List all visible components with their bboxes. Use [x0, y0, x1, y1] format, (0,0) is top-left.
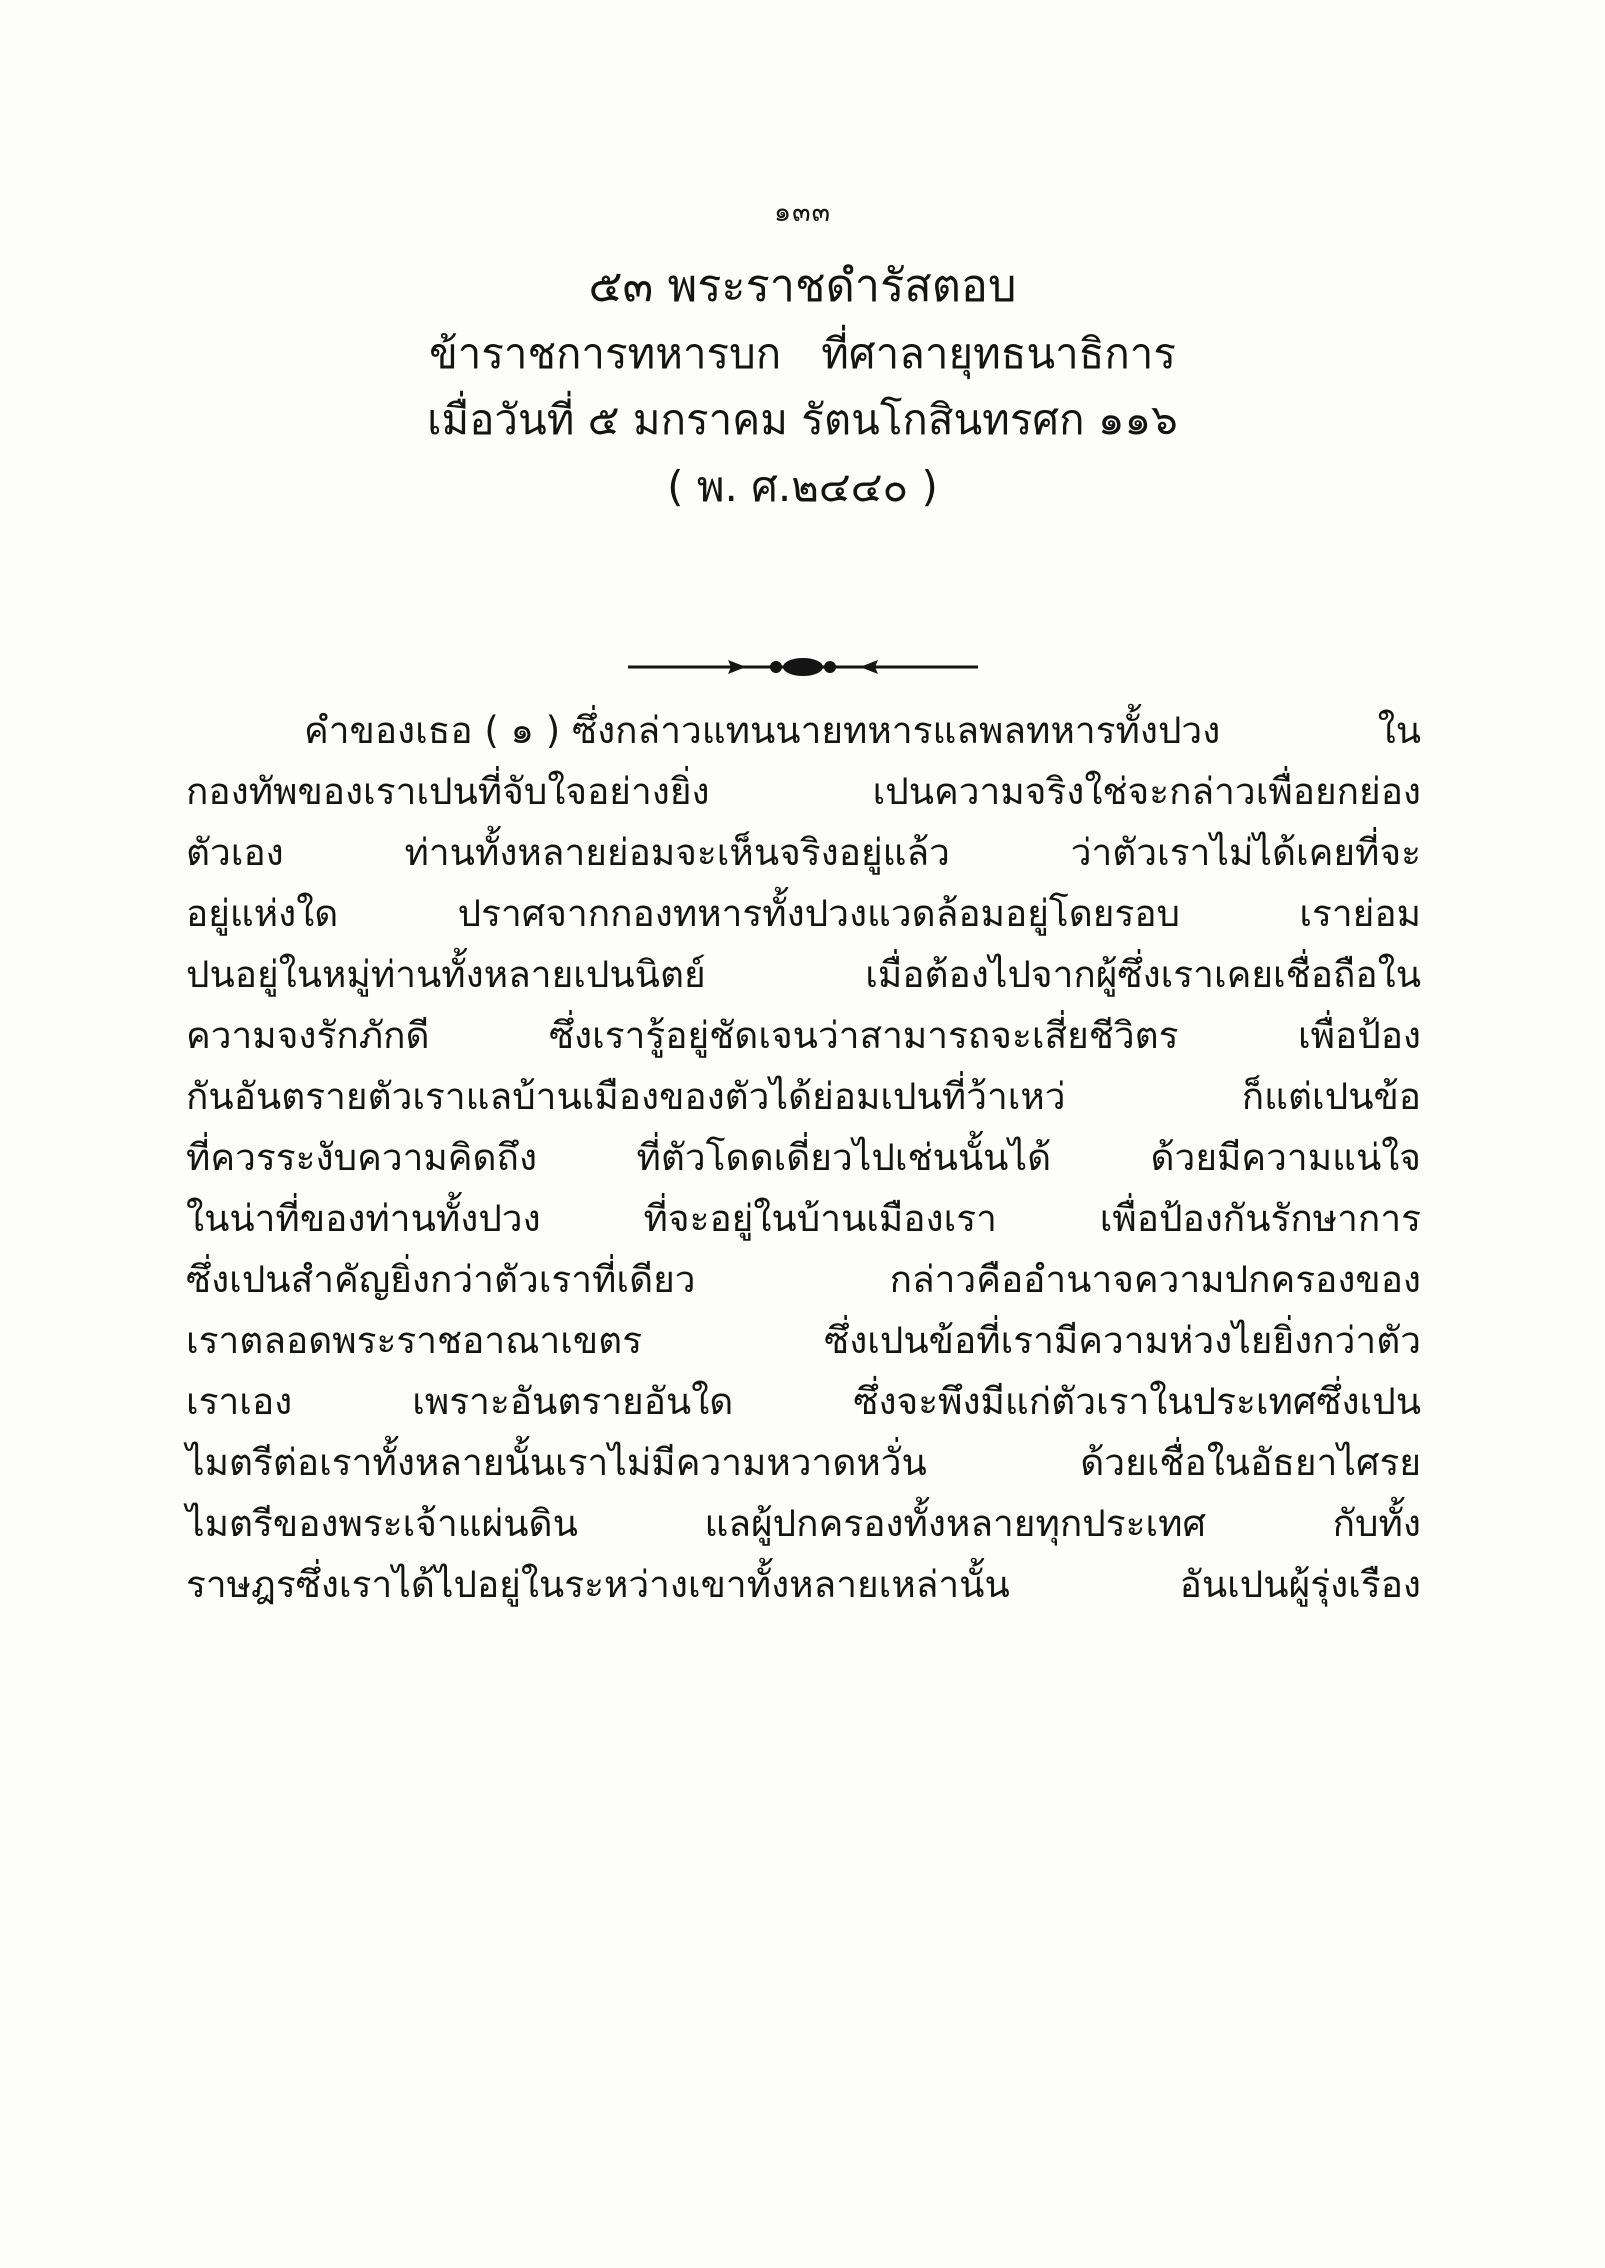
line-segment: ท่านทั้งหลายย่อมจะเห็นจริงอยู่แล้ว: [404, 831, 950, 874]
body-text: [186, 700, 1421, 1615]
line-segment: ราษฎรซึ่งเราได้ไปอยู่ในระหว่างเขาทั้งหลายเหล่านั้น: [186, 1563, 1010, 1606]
body-line: [186, 1127, 1421, 1188]
line-segment: ไมตรีต่อเราทั้งหลายนั้นเราไม่มีความหวาดหวั่น: [186, 1441, 927, 1484]
line-segment: ปนอยู่ในหมู่ท่านทั้งหลายเปนนิตย์: [186, 953, 706, 996]
line-segment: ด้วยเชื่อในอัธยาไศรย: [1080, 1441, 1421, 1484]
body-line: [186, 883, 1421, 944]
line-segment: ที่ตัวโดดเดี่ยวไปเช่นนั้นได้: [636, 1136, 1052, 1179]
line-segment: ซึ่งเปนข้อที่เรามีความห่วงไยยิ่งกว่าตัว: [824, 1319, 1421, 1362]
line-segment: ซึ่งเรารู้อยู่ชัดเจนว่าสามารถจะเสี่ยชีวิตร: [548, 1014, 1179, 1057]
line-segment: เราย่อม: [1299, 892, 1421, 935]
title-block: [0, 250, 1605, 520]
body-line: [186, 1371, 1421, 1432]
body-line: [186, 1554, 1421, 1615]
line-segment: คำของเธอ ( ๑ ) ซึ่งกล่าวแทนนายทหารแลพลทหารทั้งปวง: [304, 709, 1221, 752]
line-segment: ก็แต่เปนข้อ: [1241, 1075, 1421, 1118]
line-segment: อันเปนผู้รุ่งเรือง: [1179, 1563, 1421, 1606]
line-segment: ในน่าที่ของท่านทั้งปวง: [186, 1197, 541, 1240]
line-segment: เปนความจริงใช่จะกล่าวเพื่อยกย่อง: [872, 770, 1421, 813]
line-segment: เมื่อต้องไปจากผู้ซึ่งเราเคยเชื่อถือใน: [865, 953, 1421, 996]
body-line: [186, 1066, 1421, 1127]
line-segment: เราตลอดพระราชอาณาเขตร: [186, 1319, 643, 1362]
title-line-2: ข้าราชการทหารบก ที่ศาลายุทธนาธิการ: [429, 329, 1176, 379]
title-line-1: ๕๓ พระราชดำรัสตอบ: [588, 259, 1017, 312]
body-line: [186, 1188, 1421, 1249]
line-segment: เพราะอันตรายอันใด: [412, 1380, 734, 1423]
body-line: [186, 761, 1421, 822]
line-segment: แลผู้ปกครองทั้งหลายทุกประเทศ: [704, 1502, 1207, 1545]
ornamental-arrow-divider-icon: [628, 655, 978, 679]
line-segment: ด้วยมีความแน่ใจ: [1150, 1136, 1421, 1179]
body-line: [186, 944, 1421, 1005]
title-line-4: ( พ. ศ.๒๔๔๐ ): [667, 461, 938, 511]
body-line: [186, 822, 1421, 883]
line-segment: ตัวเอง: [186, 831, 284, 874]
line-segment: เพื่อป้อง: [1297, 1014, 1421, 1057]
body-line: [186, 700, 1421, 761]
line-segment: เราเอง: [186, 1380, 293, 1423]
line-segment: กับทั้ง: [1332, 1502, 1421, 1545]
body-line: [186, 1493, 1421, 1554]
line-segment: กองทัพของเราเปนที่จับใจอย่างยิ่ง: [186, 770, 710, 813]
body-line: [186, 1432, 1421, 1493]
body-line: [186, 1249, 1421, 1310]
line-segment: ซึ่งจะพึงมีแก่ตัวเราในประเทศซึ่งเปน: [853, 1380, 1421, 1423]
line-segment: ที่ควรระงับความคิดถึง: [186, 1136, 538, 1179]
line-segment: กล่าวคืออำนาจความปกครองของ: [889, 1258, 1421, 1301]
body-line: [186, 1005, 1421, 1066]
body-line: [186, 1310, 1421, 1371]
line-segment: ที่จะอยู่ในบ้านเมืองเรา: [643, 1197, 997, 1240]
line-segment: ใน: [1377, 709, 1421, 752]
line-segment: ว่าตัวเราไม่ได้เคยที่จะ: [1070, 831, 1421, 874]
line-segment: ปราศจากกองทหารทั้งปวงแวดล้อมอยู่โดยรอบ: [457, 892, 1181, 935]
line-segment: เพื่อป้องกันรักษาการ: [1099, 1197, 1421, 1240]
line-segment: ความจงรักภักดี: [186, 1014, 430, 1057]
line-segment: กันอันตรายตัวเราแลบ้านเมืองของตัวได้ย่อมเปนที่ว้าเหว่: [186, 1075, 1066, 1118]
line-segment: อยู่แห่งใด: [186, 892, 339, 935]
line-segment: ซึ่งเปนสำคัญยิ่งกว่าตัวเราที่เดียว: [186, 1258, 696, 1301]
title-line-3: เมื่อวันที่ ๕ มกราคม รัตนโกสินทรศก ๑๑๖: [427, 395, 1178, 445]
line-segment: ไมตรีของพระเจ้าแผ่นดิน: [186, 1502, 578, 1545]
page-number: ๑๓๓: [773, 197, 832, 228]
